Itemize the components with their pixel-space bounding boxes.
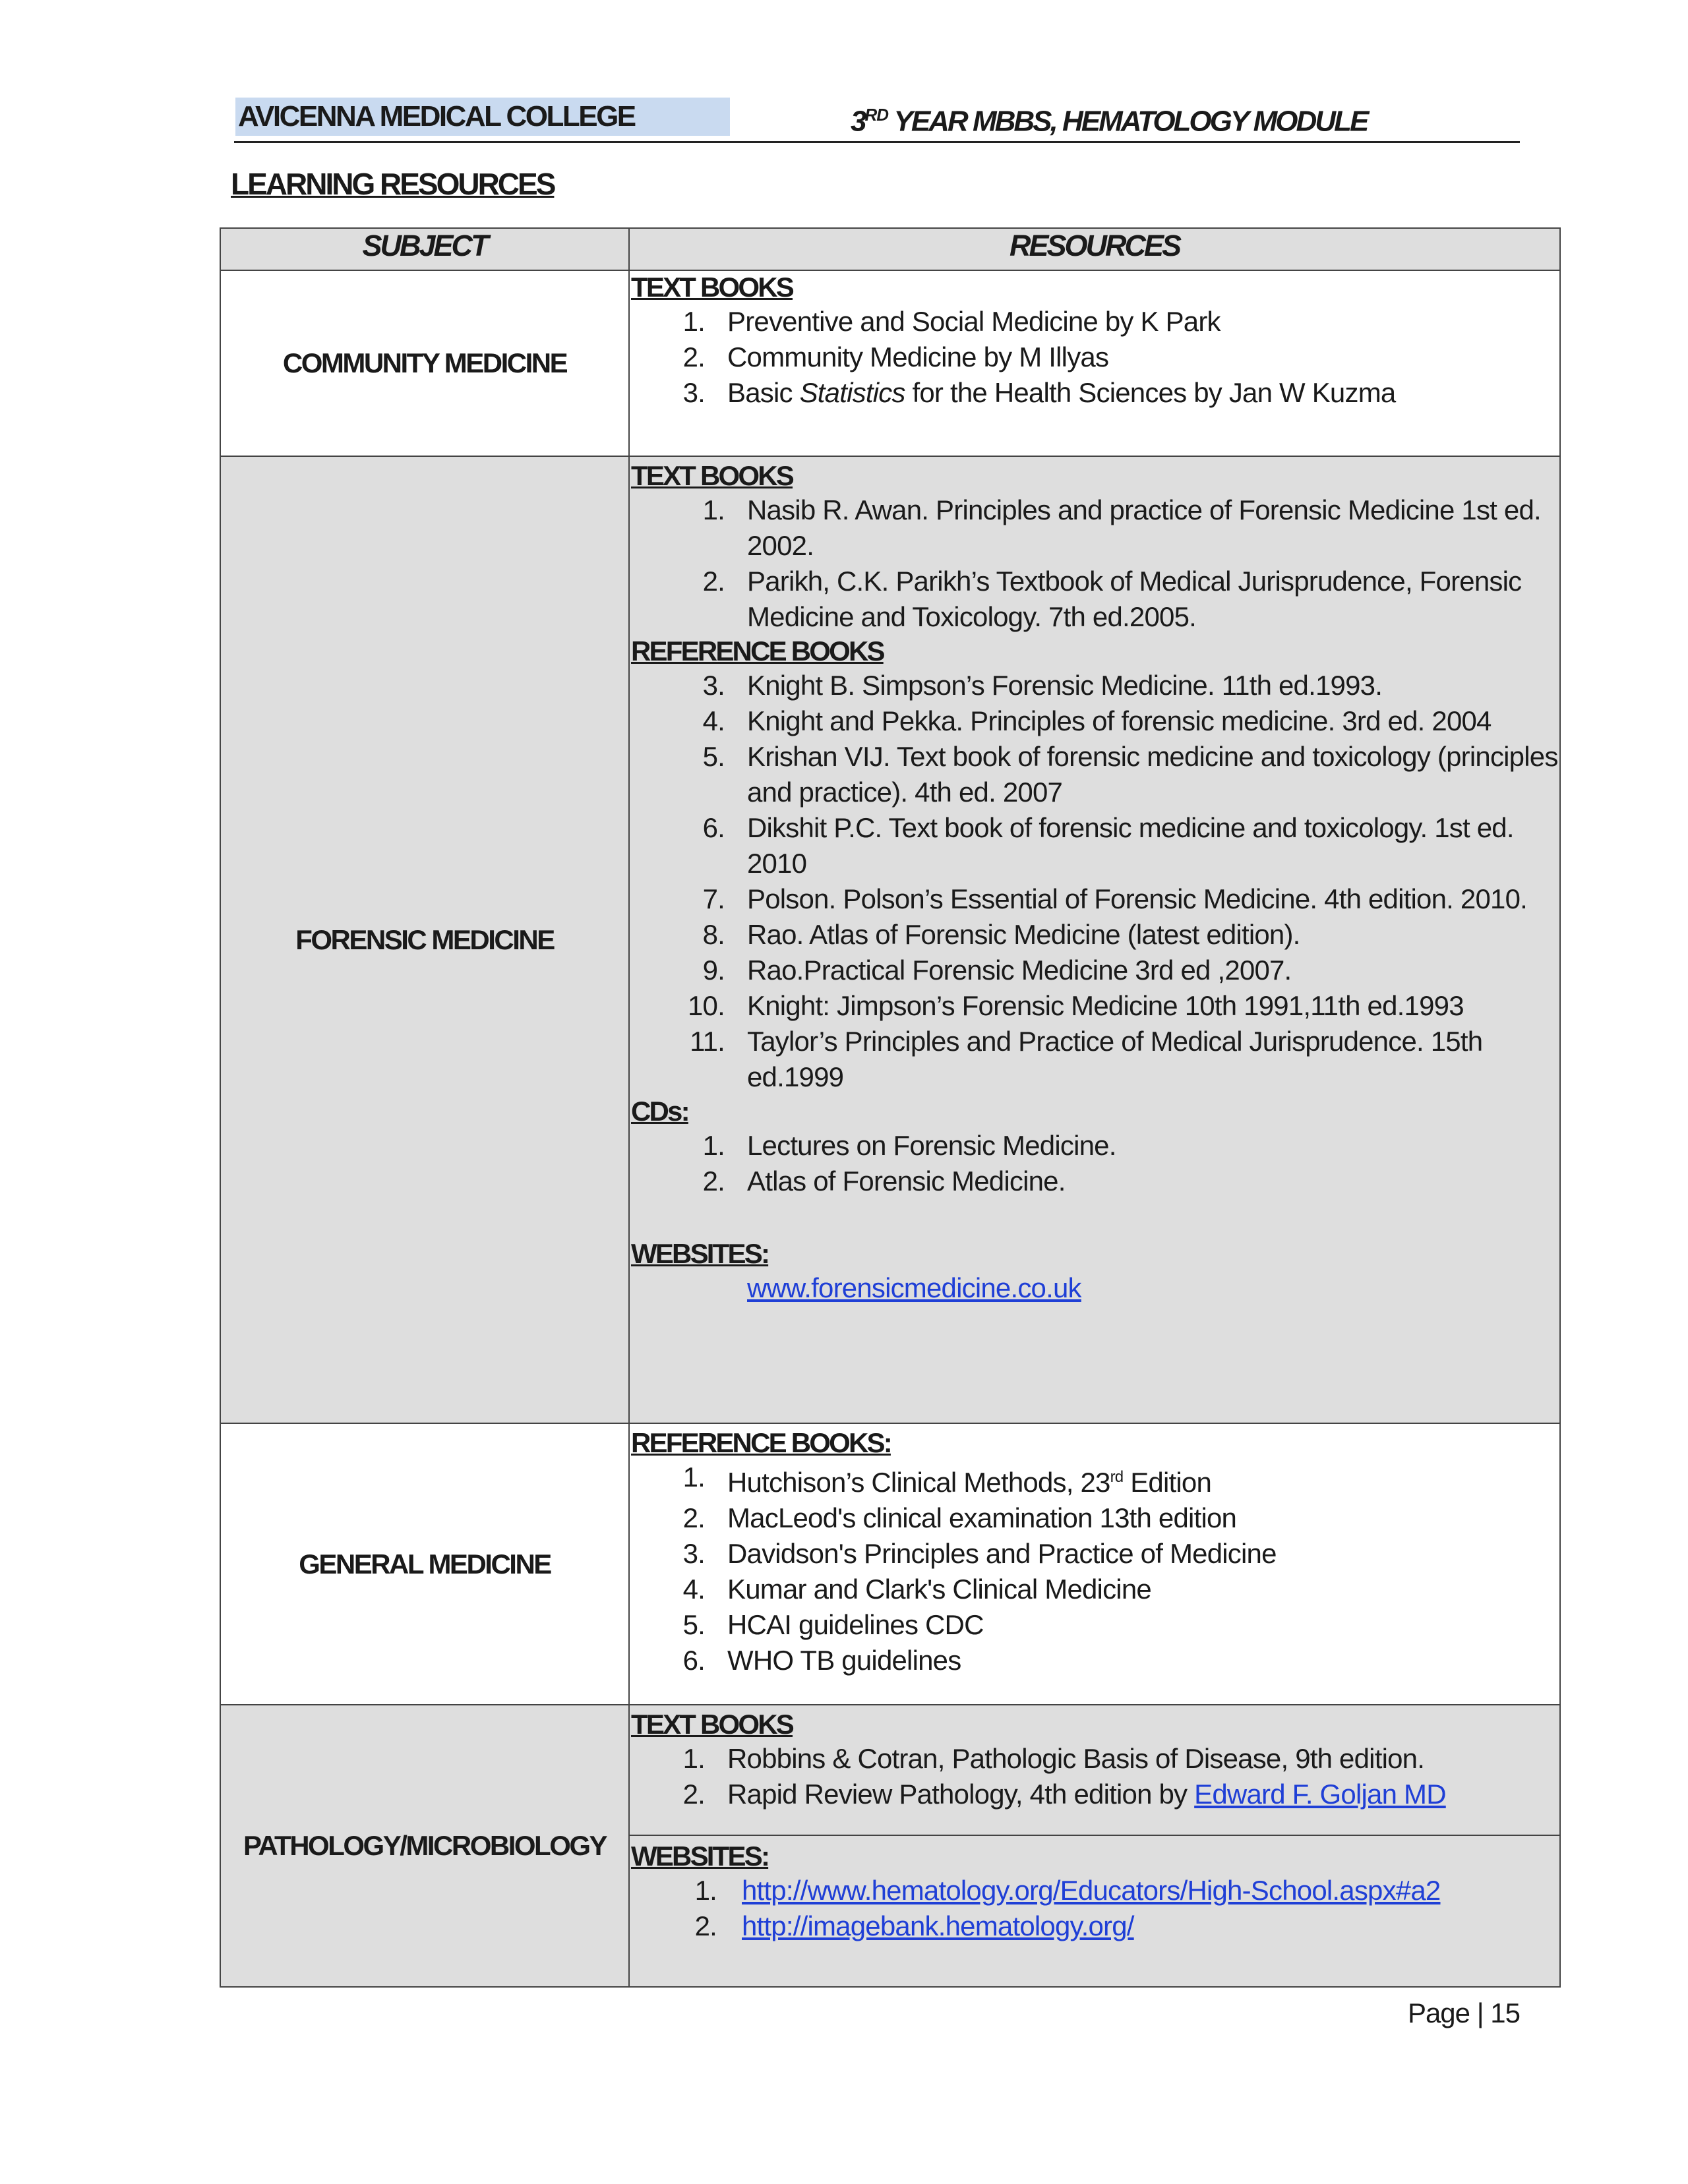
table-row — [220, 1423, 1560, 1705]
website-link-row — [630, 1270, 1559, 1306]
list-item: 8. Rao. Atlas of Forensic Medicine (latest edition). — [702, 919, 1300, 950]
section-heading: TEXT BOOKS — [631, 460, 793, 491]
website-list — [630, 1873, 1559, 1944]
page-number: 15 — [1490, 1997, 1520, 2028]
table-row — [220, 456, 1560, 1423]
list-item: 4. Knight and Pekka. Principles of forensic medicine. 3rd ed. 2004 — [702, 705, 1492, 736]
list-item: 3. Basic Statistics for the Health Sciences by Jan W Kuzma — [682, 377, 1396, 408]
resource-list — [630, 668, 1559, 1095]
table-row — [220, 270, 1560, 456]
website-link[interactable]: www.forensicmedicine.co.uk — [747, 1272, 1081, 1303]
author-link[interactable]: Edward F. Goljan MD — [1194, 1779, 1446, 1810]
list-item: 3. Davidson's Principles and Practice of Medicine — [682, 1538, 1277, 1569]
list-item: 2. Parikh, C.K. Parikh’s Textbook of Medical Jurisprudence, Forensic Medicine and Toxicology. 7th ed.2005. — [702, 566, 1522, 632]
list-item: 2. MacLeod's clinical examination 13th edition — [682, 1502, 1237, 1533]
resource-list — [630, 1460, 1559, 1678]
list-item: 5. HCAI guidelines CDC — [682, 1609, 984, 1640]
subject-cell: COMMUNITY MEDICINE — [220, 270, 629, 456]
list-item: 1. http://www.hematology.org/Educators/High-School.aspx#a2 — [694, 1875, 1441, 1906]
list-item: 10. Knight: Jimpson’s Forensic Medicine 10th 1991,11th ed.1993 — [688, 990, 1464, 1021]
resource-list — [630, 1741, 1559, 1812]
resources-column-header: RESOURCES — [629, 228, 1560, 270]
section-heading: WEBSITES: — [631, 1841, 769, 1872]
resources-cell — [629, 1423, 1560, 1705]
learning-resources-title: LEARNING RESOURCES — [231, 167, 555, 201]
list-item: 1. Lectures on Forensic Medicine. — [702, 1130, 1116, 1161]
list-item: 1. Nasib R. Awan. Principles and practice of Forensic Medicine 1st ed. 2002. — [702, 494, 1541, 561]
college-name: AVICENNA MEDICAL COLLEGE — [235, 98, 730, 136]
resource-list — [630, 304, 1559, 411]
list-item: 1. Robbins & Cotran, Pathologic Basis of Disease, 9th edition. — [682, 1743, 1425, 1774]
resource-list — [630, 1128, 1559, 1199]
subject-cell: PATHOLOGY/MICROBIOLOGY — [220, 1705, 629, 1987]
section-heading: TEXT BOOKS — [631, 272, 793, 303]
list-item: 2. Atlas of Forensic Medicine. — [702, 1166, 1066, 1196]
list-item: 1. Hutchison’s Clinical Methods, 23rd Edition — [682, 1461, 1212, 1498]
divider — [630, 1835, 1559, 1836]
section-heading: WEBSITES: — [631, 1238, 769, 1269]
subject-column-header: SUBJECT — [220, 228, 629, 270]
website-link[interactable]: http://www.hematology.org/Educators/High-School.aspx#a2 — [742, 1875, 1441, 1906]
table-header-row — [220, 228, 1560, 270]
section-heading: TEXT BOOKS — [631, 1709, 793, 1740]
resources-table — [220, 227, 1561, 1988]
page-footer: Page | 15 — [1407, 1997, 1520, 2028]
list-item: 1. Preventive and Social Medicine by K Park — [682, 306, 1221, 337]
list-item: 11. Taylor’s Principles and Practice of Medical Jurisprudence. 15th ed.1999 — [690, 1026, 1483, 1092]
section-heading: CDs: — [631, 1096, 688, 1127]
section-heading: REFERENCE BOOKS — [631, 635, 884, 666]
module-title: 3RD YEAR MBBS, HEMATOLOGY MODULE — [851, 105, 1368, 138]
website-link[interactable]: http://imagebank.hematology.org/ — [742, 1910, 1134, 1941]
list-item: 4. Kumar and Clark's Clinical Medicine — [682, 1574, 1151, 1605]
resources-cell — [629, 456, 1560, 1423]
list-item: 2. Community Medicine by M Illyas — [682, 341, 1109, 372]
list-item: 5. Krishan VIJ. Text book of forensic medicine and toxicology (principles and practice). 4th ed. 2007 — [702, 741, 1558, 808]
resources-cell — [629, 1705, 1560, 1987]
list-item: 3. Knight B. Simpson’s Forensic Medicine. 11th ed.1993. — [702, 670, 1383, 701]
table-row — [220, 1705, 1560, 1987]
list-item: 2. Rapid Review Pathology, 4th edition by Edward F. Goljan MD — [682, 1779, 1446, 1810]
section-heading: REFERENCE BOOKS: — [631, 1427, 891, 1458]
list-item: 7. Polson. Polson’s Essential of Forensic Medicine. 4th edition. 2010. — [702, 883, 1528, 914]
resources-cell — [629, 270, 1560, 456]
page-header — [234, 94, 1520, 143]
subject-cell: FORENSIC MEDICINE — [220, 456, 629, 1423]
subject-cell: GENERAL MEDICINE — [220, 1423, 629, 1705]
list-item: 9. Rao.Practical Forensic Medicine 3rd ed ,2007. — [702, 955, 1292, 986]
list-item: 6. Dikshit P.C. Text book of forensic medicine and toxicology. 1st ed. 2010 — [702, 812, 1514, 879]
list-item: 2. http://imagebank.hematology.org/ — [694, 1910, 1134, 1941]
resource-list — [630, 492, 1559, 635]
list-item: 6. WHO TB guidelines — [682, 1645, 961, 1676]
